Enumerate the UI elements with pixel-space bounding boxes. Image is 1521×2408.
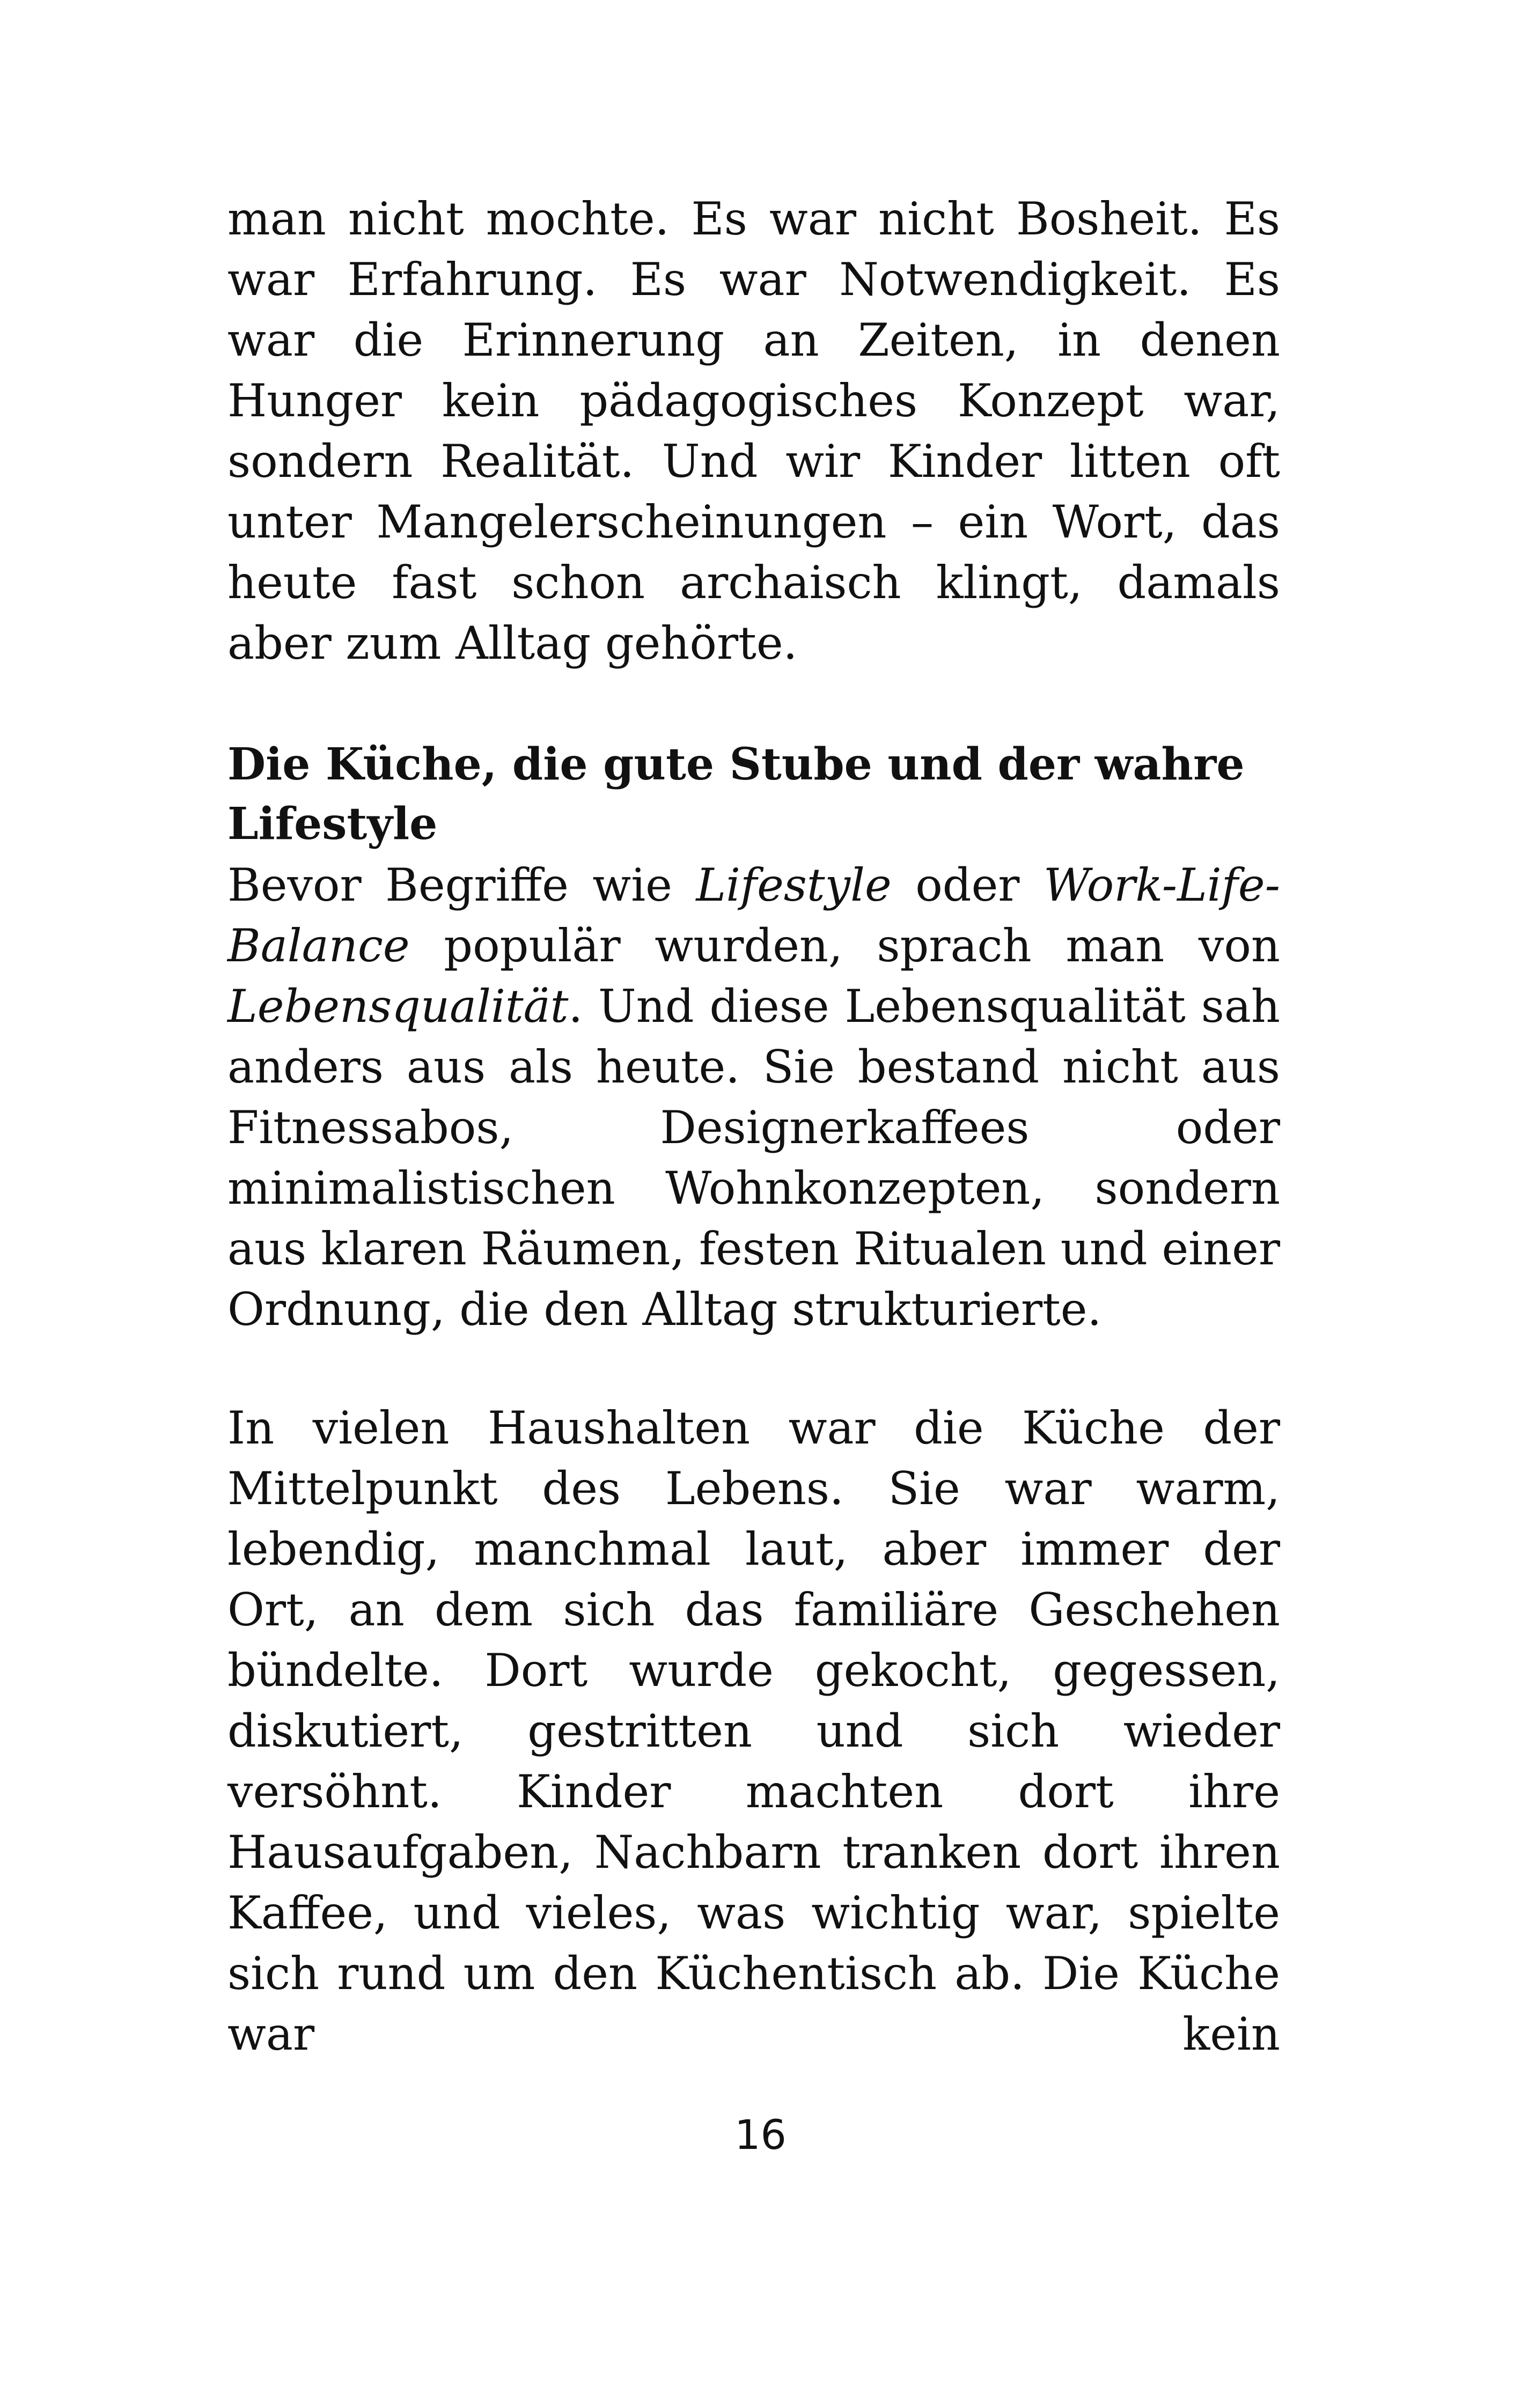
body-paragraph-1: man nicht mochte. Es war nicht Bosheit. Es war Erfahrung. Es war Notwendigkeit. Es war die Erinnerung an Zeiten, in denen Hunger kein pädagogisches Konzept war, sondern Realität. Und wir Kinder litten oft unter Mangelerscheinungen – ein Wort, das heute fast schon archaisch klingt, damals aber zum Alltag gehörte. (227, 193, 1280, 669)
paragraph-2-text-2: oder (891, 859, 1044, 911)
body-paragraph-3: In vielen Haushalten war die Küche der Mittelpunkt des Lebens. Sie war warm, lebendig, manchmal laut, aber immer der Ort, an dem sich das familiäre Geschehen bündelte. Dort wurde gekocht, gegessen, diskutiert, gestritten und sich wieder versöhnt. Kinder machten dort ihre Hausaufgaben, Nachbarn tranken dort ihren Kaffee, und vieles, was wichtig war, spielte sich rund um den Küchentisch ab. Die Küche war kein (227, 1402, 1280, 2060)
page-number: 16 (734, 2111, 787, 2159)
paragraph-2-text-4: . Und diese Lebensqualität sah anders aus als heute. Sie bestand nicht aus Fitnessabos, Designerkaffees oder minimalistischen Wohnkonzepten, sondern aus klaren Räumen, festen Ritualen und einer Ordnung, die den Alltag strukturierte. (227, 980, 1280, 1336)
paragraph-2-text-1: Bevor Begriffe wie (227, 859, 696, 911)
term-lifestyle: Lifestyle (696, 859, 892, 911)
term-work-life-balance: Work-Life-Balance (227, 859, 1280, 972)
section-heading: Die Küche, die gute Stube und der wahre Lifestyle (227, 739, 1245, 850)
body-paragraph-2 (227, 855, 1280, 1340)
term-lebensqualitaet: Lebensqualität (227, 980, 569, 1033)
paragraph-2-text-3: populär wurden, sprach man von (409, 919, 1280, 972)
